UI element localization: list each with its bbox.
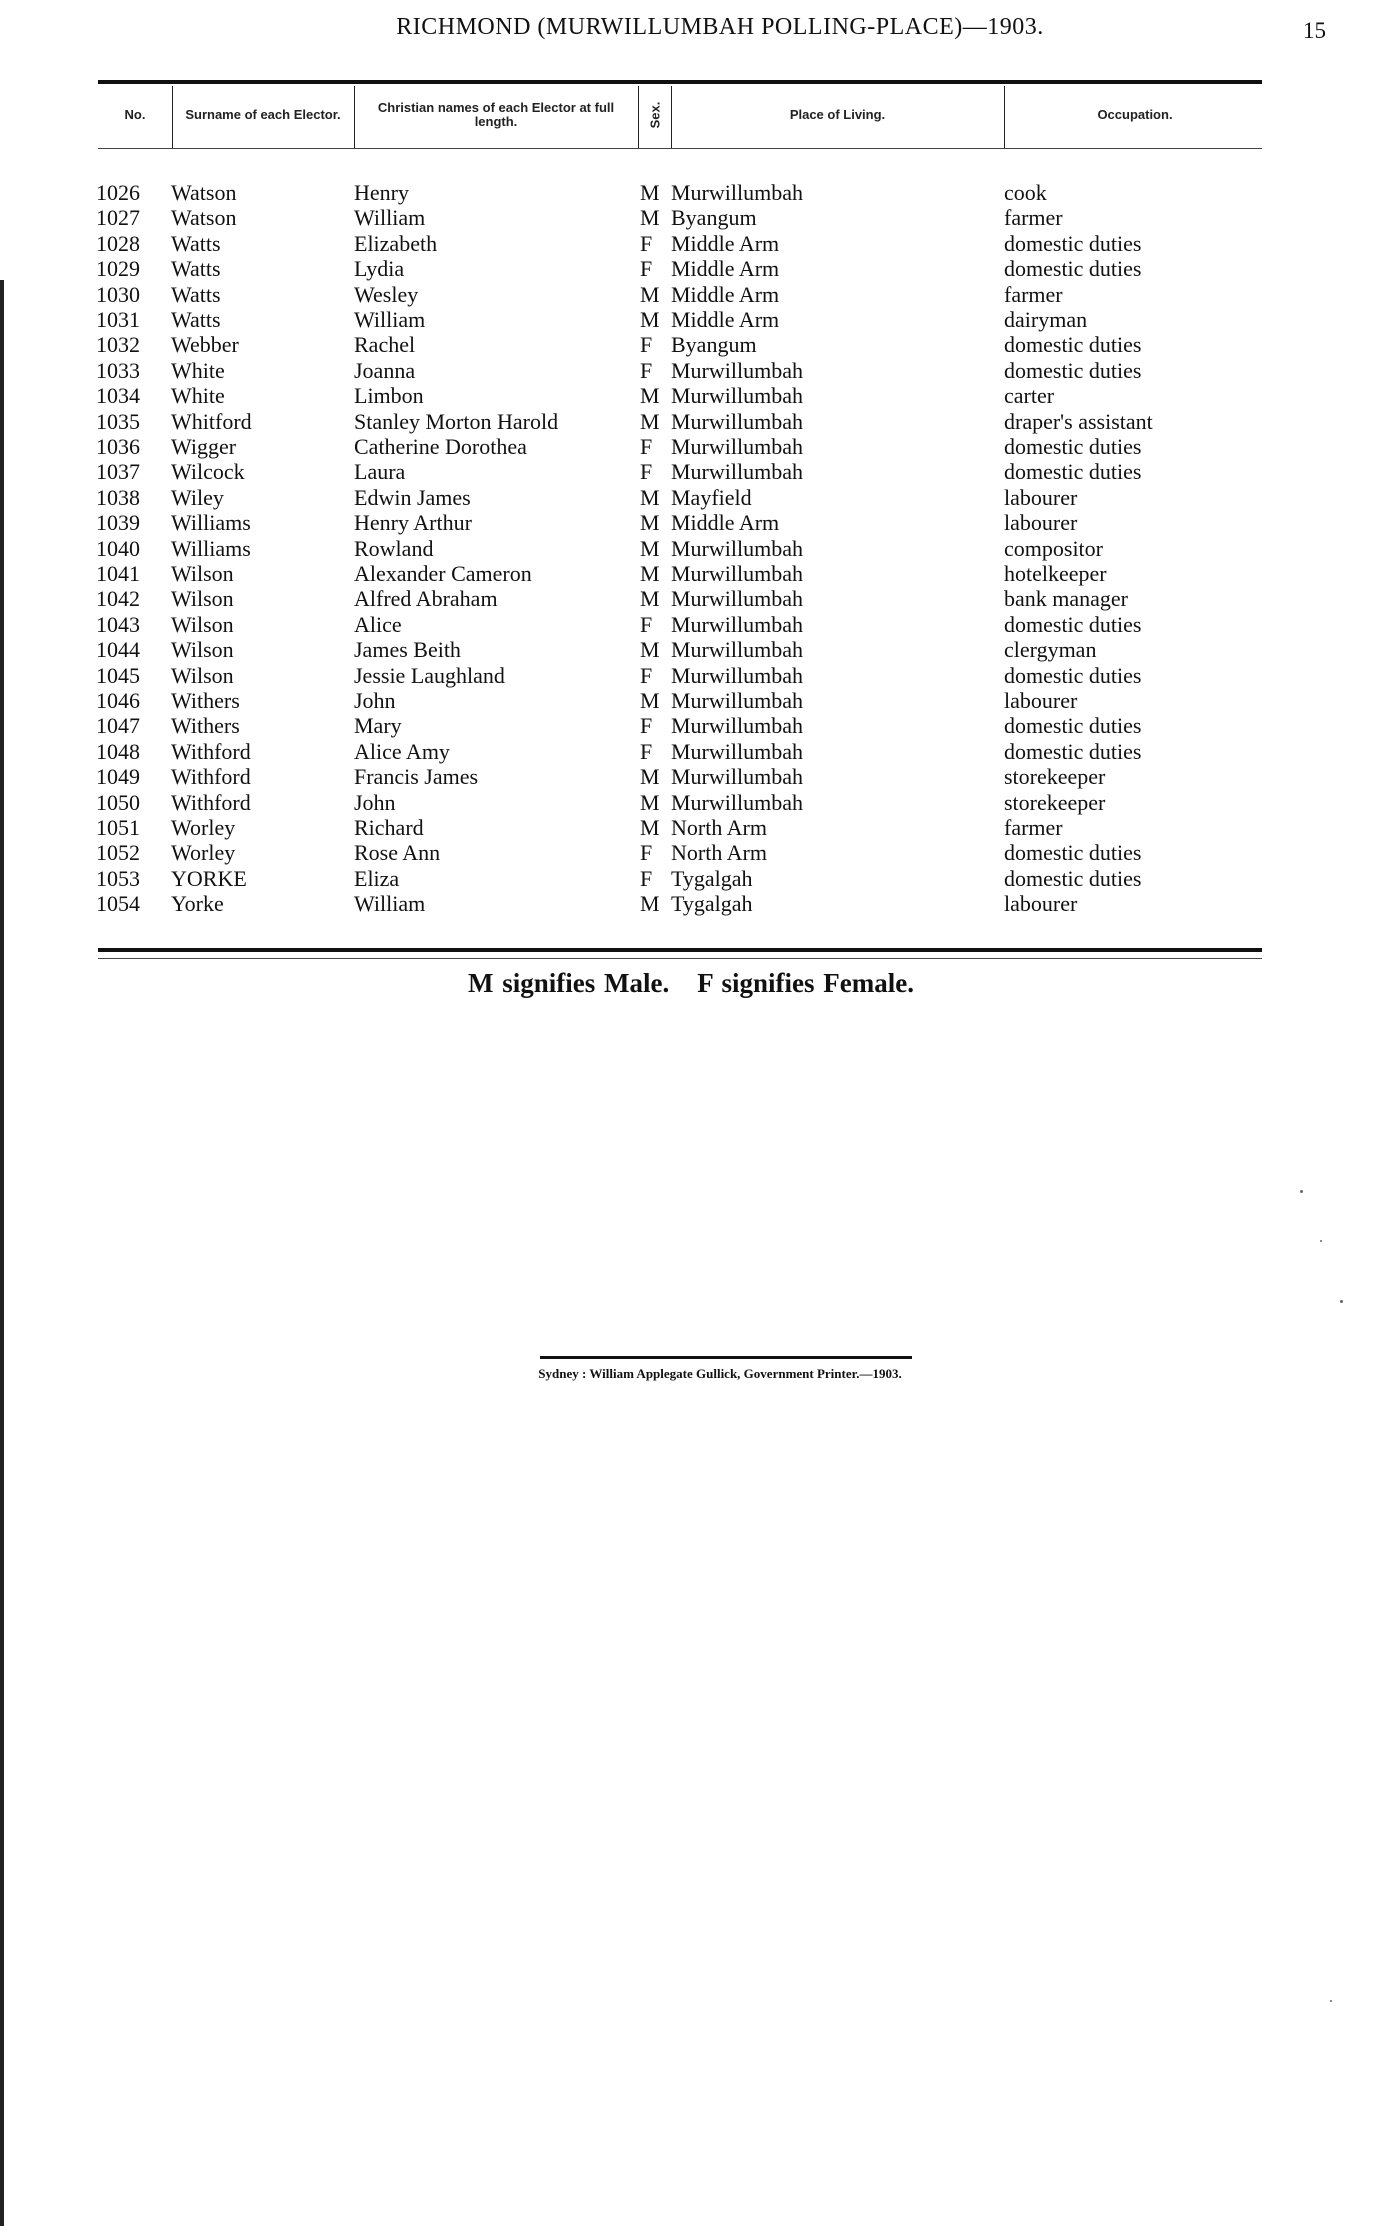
elector-place: Byangum <box>671 205 757 231</box>
sex-legend <box>0 968 1382 999</box>
elector-sex: M <box>640 891 660 917</box>
elector-sex: M <box>640 535 660 561</box>
elector-occupation: domestic duties <box>1004 840 1142 866</box>
elector-occupation: labourer <box>1004 510 1078 536</box>
elector-sex: F <box>640 256 653 282</box>
elector-place: Murwillumbah <box>671 789 803 815</box>
elector-surname: Watts <box>171 307 221 332</box>
elector-occupation: labourer <box>1004 688 1078 713</box>
elector-place: Middle Arm <box>671 230 780 256</box>
elector-number: 1049 <box>96 764 140 790</box>
column-header-surname: Surname of each Elector. <box>185 107 341 122</box>
elector-place: Murwillumbah <box>671 764 803 790</box>
elector-given-names: Eliza <box>354 865 400 891</box>
column-divider <box>1004 86 1005 148</box>
elector-surname: Watson <box>171 180 237 205</box>
elector-number: 1048 <box>96 738 140 764</box>
elector-occupation: domestic duties <box>1004 611 1142 637</box>
table-row <box>0 383 1382 408</box>
elector-sex: M <box>640 408 660 434</box>
table-row <box>0 459 1382 484</box>
elector-surname: Wilson <box>171 611 234 637</box>
elector-number: 1040 <box>96 535 140 561</box>
elector-sex: F <box>640 434 653 459</box>
elector-place: Murwillumbah <box>671 688 803 713</box>
elector-sex: M <box>640 789 660 815</box>
elector-sex: M <box>640 307 660 332</box>
table-row <box>0 256 1382 281</box>
elector-number: 1032 <box>96 332 140 358</box>
elector-sex: F <box>640 230 653 256</box>
elector-occupation: dairyman <box>1004 307 1088 332</box>
elector-surname: Watts <box>171 281 221 307</box>
elector-occupation: domestic duties <box>1004 332 1142 358</box>
elector-place: North Arm <box>671 840 767 866</box>
elector-occupation: storekeeper <box>1004 789 1106 815</box>
header-bottom-rule <box>98 148 1262 149</box>
elector-sex: M <box>640 764 660 790</box>
table-row <box>0 840 1382 865</box>
elector-number: 1034 <box>96 383 140 409</box>
elector-place: North Arm <box>671 815 767 840</box>
table-row <box>0 891 1382 916</box>
elector-surname: Wilson <box>171 561 234 586</box>
elector-surname: YORKE <box>171 865 247 891</box>
table-row <box>0 180 1382 205</box>
elector-number: 1046 <box>96 688 140 713</box>
column-divider <box>354 86 355 148</box>
table-row <box>0 739 1382 764</box>
elector-place: Murwillumbah <box>671 637 803 663</box>
elector-place: Middle Arm <box>671 307 780 332</box>
elector-surname: Watts <box>171 230 221 256</box>
column-divider <box>172 86 173 148</box>
elector-occupation: hotelkeeper <box>1004 561 1107 586</box>
legend-female: F signifies Female. <box>697 968 914 998</box>
elector-given-names: James Beith <box>354 637 461 663</box>
table-row <box>0 434 1382 459</box>
elector-sex: M <box>640 281 660 307</box>
column-header-no: No. <box>124 107 146 122</box>
table-row <box>0 586 1382 611</box>
table-row <box>0 409 1382 434</box>
table-bottom-rule <box>98 948 1262 952</box>
elector-place: Murwillumbah <box>671 357 803 383</box>
elector-sex: M <box>640 815 660 840</box>
table-row <box>0 205 1382 230</box>
elector-sex: F <box>640 840 653 866</box>
elector-number: 1042 <box>96 586 140 612</box>
table-row <box>0 688 1382 713</box>
page-title: RICHMOND (MURWILLUMBAH POLLING-PLACE)—1903. <box>396 14 1044 40</box>
elector-given-names: John <box>354 688 396 713</box>
elector-place: Murwillumbah <box>671 434 803 459</box>
elector-occupation: domestic duties <box>1004 434 1142 459</box>
elector-occupation: domestic duties <box>1004 230 1142 256</box>
table-row <box>0 637 1382 662</box>
table-bottom-thin-rule <box>98 958 1262 959</box>
elector-given-names: Jessie Laughland <box>354 662 505 688</box>
elector-place: Mayfield <box>671 484 752 510</box>
elector-surname: Wilson <box>171 637 234 663</box>
elector-place: Murwillumbah <box>671 611 803 637</box>
elector-place: Murwillumbah <box>671 662 803 688</box>
elector-place: Middle Arm <box>671 281 780 307</box>
elector-given-names: Alice <box>354 611 402 637</box>
elector-given-names: Mary <box>354 713 402 739</box>
elector-occupation: domestic duties <box>1004 459 1142 485</box>
elector-given-names: Rose Ann <box>354 840 441 866</box>
elector-place: Middle Arm <box>671 256 780 282</box>
elector-sex: M <box>640 484 660 510</box>
elector-number: 1031 <box>96 307 140 332</box>
elector-given-names: Francis James <box>354 764 479 790</box>
elector-given-names: Rachel <box>354 332 416 358</box>
elector-surname: White <box>171 357 225 383</box>
elector-number: 1038 <box>96 484 140 510</box>
elector-place: Murwillumbah <box>671 535 803 561</box>
elector-surname: Watts <box>171 256 221 282</box>
elector-surname: Williams <box>171 535 251 561</box>
elector-given-names: Joanna <box>354 357 416 383</box>
elector-number: 1029 <box>96 256 140 282</box>
elector-place: Middle Arm <box>671 510 780 536</box>
elector-sex: M <box>640 383 660 409</box>
elector-occupation: farmer <box>1004 815 1063 840</box>
table-row <box>0 332 1382 357</box>
table-row <box>0 536 1382 561</box>
elector-sex: F <box>640 865 653 891</box>
elector-occupation: farmer <box>1004 281 1063 307</box>
table-row <box>0 307 1382 332</box>
table-row <box>0 663 1382 688</box>
elector-given-names: William <box>354 205 426 231</box>
table-row <box>0 790 1382 815</box>
elector-surname: Withford <box>171 738 251 764</box>
elector-number: 1030 <box>96 281 140 307</box>
elector-given-names: Henry Arthur <box>354 510 472 536</box>
table-row <box>0 485 1382 510</box>
printer-imprint: Sydney : William Applegate Gullick, Government Printer.—1903. <box>538 1366 902 1381</box>
elector-place: Byangum <box>671 332 757 358</box>
elector-surname: Wilson <box>171 662 234 688</box>
elector-occupation: compositor <box>1004 535 1103 561</box>
elector-place: Murwillumbah <box>671 408 803 434</box>
elector-occupation: farmer <box>1004 205 1063 231</box>
elector-place: Murwillumbah <box>671 459 803 485</box>
elector-surname: Withford <box>171 764 251 790</box>
elector-sex: F <box>640 662 653 688</box>
elector-surname: Worley <box>171 815 236 840</box>
column-header-occupation: Occupation. <box>1097 107 1173 122</box>
table-row <box>0 612 1382 637</box>
elector-number: 1041 <box>96 561 140 586</box>
elector-place: Murwillumbah <box>671 738 803 764</box>
elector-given-names: Alexander Cameron <box>354 561 532 586</box>
elector-occupation: carter <box>1004 383 1055 409</box>
elector-number: 1052 <box>96 840 140 866</box>
table-row <box>0 815 1382 840</box>
elector-number: 1026 <box>96 180 140 205</box>
elector-number: 1036 <box>96 434 140 459</box>
table-row <box>0 231 1382 256</box>
elector-number: 1035 <box>96 408 140 434</box>
elector-sex: M <box>640 561 660 586</box>
elector-occupation: domestic duties <box>1004 662 1142 688</box>
elector-occupation: domestic duties <box>1004 738 1142 764</box>
elector-given-names: Alice Amy <box>354 738 450 764</box>
elector-occupation: domestic duties <box>1004 865 1142 891</box>
elector-occupation: domestic duties <box>1004 713 1142 739</box>
elector-number: 1053 <box>96 865 140 891</box>
table-row <box>0 764 1382 789</box>
elector-given-names: Alfred Abraham <box>354 586 498 612</box>
elector-number: 1051 <box>96 815 140 840</box>
elector-number: 1045 <box>96 662 140 688</box>
elector-surname: Yorke <box>171 891 224 917</box>
elector-given-names: Rowland <box>354 535 434 561</box>
elector-given-names: Wesley <box>354 281 419 307</box>
elector-number: 1044 <box>96 637 140 663</box>
print-speck <box>1330 2000 1332 2002</box>
elector-given-names: John <box>354 789 396 815</box>
print-speck <box>1340 1300 1343 1303</box>
elector-occupation: labourer <box>1004 484 1078 510</box>
elector-place: Murwillumbah <box>671 561 803 586</box>
elector-number: 1050 <box>96 789 140 815</box>
elector-occupation: cook <box>1004 180 1047 205</box>
elector-number: 1033 <box>96 357 140 383</box>
elector-occupation: clergyman <box>1004 637 1097 663</box>
elector-surname: White <box>171 383 225 409</box>
elector-number: 1039 <box>96 510 140 536</box>
elector-place: Tygalgah <box>671 865 753 891</box>
elector-sex: M <box>640 586 660 612</box>
table-row <box>0 358 1382 383</box>
elector-place: Tygalgah <box>671 891 753 917</box>
elector-place: Murwillumbah <box>671 713 803 739</box>
elector-surname: Whitford <box>171 408 252 434</box>
elector-occupation: bank manager <box>1004 586 1128 612</box>
elector-sex: F <box>640 611 653 637</box>
elector-given-names: William <box>354 307 426 332</box>
print-speck <box>1300 1190 1303 1193</box>
elector-given-names: Stanley Morton Harold <box>354 408 559 434</box>
column-header-sex <box>640 84 670 146</box>
column-header-place: Place of Living. <box>789 107 886 122</box>
elector-surname: Wiley <box>171 484 224 510</box>
elector-sex: M <box>640 637 660 663</box>
elector-surname: Withers <box>171 713 240 739</box>
column-header-sex-label: Sex. <box>647 101 662 129</box>
table-row <box>0 866 1382 891</box>
printer-rule <box>540 1356 912 1359</box>
elector-given-names: William <box>354 891 426 917</box>
elector-given-names: Richard <box>354 815 424 840</box>
elector-number: 1043 <box>96 611 140 637</box>
column-divider <box>671 86 672 148</box>
elector-surname: Wilson <box>171 586 234 612</box>
elector-surname: Worley <box>171 840 236 866</box>
elector-number: 1054 <box>96 891 140 917</box>
elector-place: Murwillumbah <box>671 586 803 612</box>
elector-sex: M <box>640 205 660 231</box>
elector-surname: Wilcock <box>171 459 245 485</box>
elector-sex: M <box>640 688 660 713</box>
elector-given-names: Limbon <box>354 383 424 409</box>
elector-occupation: domestic duties <box>1004 256 1142 282</box>
elector-number: 1027 <box>96 205 140 231</box>
elector-occupation: domestic duties <box>1004 357 1142 383</box>
elector-given-names: Lydia <box>354 256 405 282</box>
elector-sex: F <box>640 357 653 383</box>
elector-surname: Webber <box>171 332 239 358</box>
elector-sex: F <box>640 738 653 764</box>
table-row <box>0 713 1382 738</box>
print-speck <box>1320 1240 1322 1242</box>
elector-given-names: Henry <box>354 180 409 205</box>
elector-place: Murwillumbah <box>671 383 803 409</box>
table-row <box>0 561 1382 586</box>
elector-occupation: labourer <box>1004 891 1078 917</box>
elector-occupation: storekeeper <box>1004 764 1106 790</box>
elector-given-names: Catherine Dorothea <box>354 434 527 459</box>
table-row <box>0 510 1382 535</box>
elector-sex: F <box>640 332 653 358</box>
elector-surname: Watson <box>171 205 237 231</box>
elector-surname: Williams <box>171 510 251 536</box>
elector-sex: M <box>640 180 660 205</box>
legend-male: M signifies Male. <box>468 968 670 998</box>
elector-sex: F <box>640 459 653 485</box>
elector-place: Murwillumbah <box>671 180 803 205</box>
table-row <box>0 282 1382 307</box>
elector-sex: F <box>640 713 653 739</box>
elector-number: 1037 <box>96 459 140 485</box>
elector-given-names: Laura <box>354 459 406 485</box>
elector-number: 1028 <box>96 230 140 256</box>
elector-sex: M <box>640 510 660 536</box>
elector-occupation: draper's assistant <box>1004 408 1153 434</box>
elector-given-names: Elizabeth <box>354 230 438 256</box>
elector-surname: Wigger <box>171 434 237 459</box>
column-header-given-names: Christian names of each Elector at full length. <box>377 100 615 129</box>
column-divider <box>638 86 639 148</box>
page-number: 15 <box>1303 18 1326 43</box>
elector-surname: Withford <box>171 789 251 815</box>
elector-surname: Withers <box>171 688 240 713</box>
elector-given-names: Edwin James <box>354 484 471 510</box>
elector-number: 1047 <box>96 713 140 739</box>
